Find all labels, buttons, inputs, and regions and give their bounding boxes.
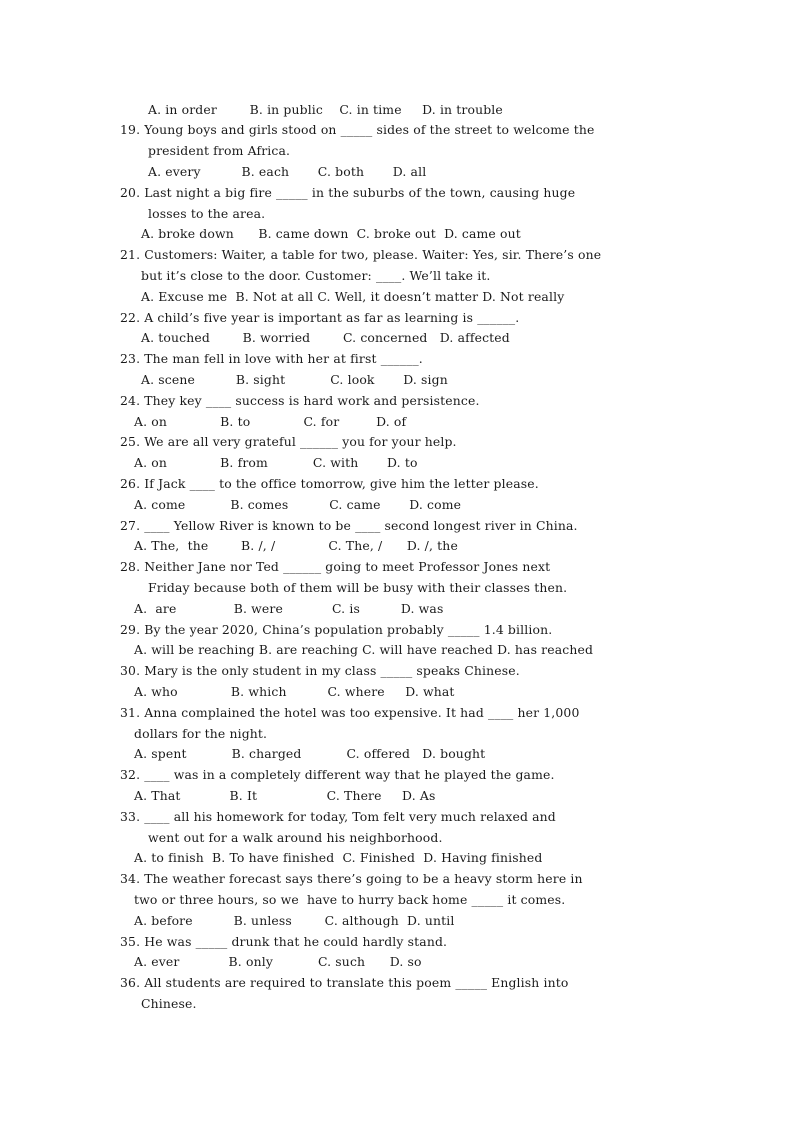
q23-stem: 23. The man fell in love with her at first ______. [120,351,423,366]
q33-options: A. to finish B. To have finished C. Finished D. Having finished [134,850,543,865]
q25-stem: 25. We are all very grateful ______ you for your help. [120,434,457,449]
q32-stem: 32. ____ was in a completely different way that he played the game. [120,767,555,782]
q29-stem: 29. By the year 2020, China’s population probably _____ 1.4 billion. [120,622,553,637]
q20-stem: 20. Last night a big fire _____ in the suburbs of the town, causing huge [120,185,576,200]
q33-stem-cont: went out for a walk around his neighborhood. [148,830,443,845]
q24-stem: 24. They key ____ success is hard work and persistence. [120,393,480,408]
q19-stem-cont: president from Africa. [148,143,291,158]
q20-options: A. broke down B. came down C. broke out D. came out [141,226,521,241]
q28-stem: 28. Neither Jane nor Ted ______ going to meet Professor Jones next [120,559,551,574]
q24-options: A. on B. to C. for D. of [134,414,407,429]
q18-options: A. in order B. in public C. in time D. in trouble [148,102,503,117]
q35-stem: 35. He was _____ drunk that he could hardly stand. [120,934,448,949]
q31-stem-cont: dollars for the night. [134,726,268,741]
q31-options: A. spent B. charged C. offered D. bought [134,746,486,761]
q30-stem: 30. Mary is the only student in my class _____ speaks Chinese. [120,663,520,678]
q21-stem: 21. Customers: Waiter, a table for two, please. Waiter: Yes, sir. There’s one [120,247,602,262]
q36-stem-cont: Chinese. [141,996,197,1011]
q23-options: A. scene B. sight C. look D. sign [141,372,448,387]
q32-options: A. That B. It C. There D. As [134,788,436,803]
q20-stem-cont: losses to the area. [148,206,266,221]
q34-options: A. before B. unless C. although D. until [134,913,455,928]
q21-options: A. Excuse me B. Not at all C. Well, it doesn’t matter D. Not really [141,289,565,304]
q19-stem: 19. Young boys and girls stood on _____ sides of the street to welcome the [120,122,595,137]
q21-stem-cont: but it’s close to the door. Customer: ____. We’ll take it. [141,268,491,283]
q28-options: A. are B. were C. is D. was [134,601,444,616]
q22-options: A. touched B. worried C. concerned D. affected [141,330,510,345]
q30-options: A. who B. which C. where D. what [134,684,455,699]
q33-stem: 33. ____ all his homework for today, Tom felt very much relaxed and [120,809,556,824]
q34-stem: 34. The weather forecast says there’s going to be a heavy storm here in [120,871,583,886]
q27-options: A. The, the B. /, / C. The, / D. /, the [134,538,458,553]
q27-stem: 27. ____ Yellow River is known to be ____ second longest river in China. [120,518,578,533]
q29-options: A. will be reaching B. are reaching C. will have reached D. has reached [134,642,594,657]
q35-options: A. ever B. only C. such D. so [134,954,422,969]
q25-options: A. on B. from C. with D. to [134,455,418,470]
q31-stem: 31. Anna complained the hotel was too expensive. It had ____ her 1,000 [120,705,580,720]
q26-stem: 26. If Jack ____ to the office tomorrow, give him the letter please. [120,476,539,491]
q19-options: A. every B. each C. both D. all [148,164,427,179]
q36-stem: 36. All students are required to translate this poem _____ English into [120,975,569,990]
q28-stem-cont: Friday because both of them will be busy with their classes then. [148,580,568,595]
q22-stem: 22. A child’s five year is important as far as learning is ______. [120,310,520,325]
q34-stem-cont: two or three hours, so we have to hurry back home _____ it comes. [134,892,566,907]
q26-options: A. come B. comes C. came D. come [134,497,462,512]
